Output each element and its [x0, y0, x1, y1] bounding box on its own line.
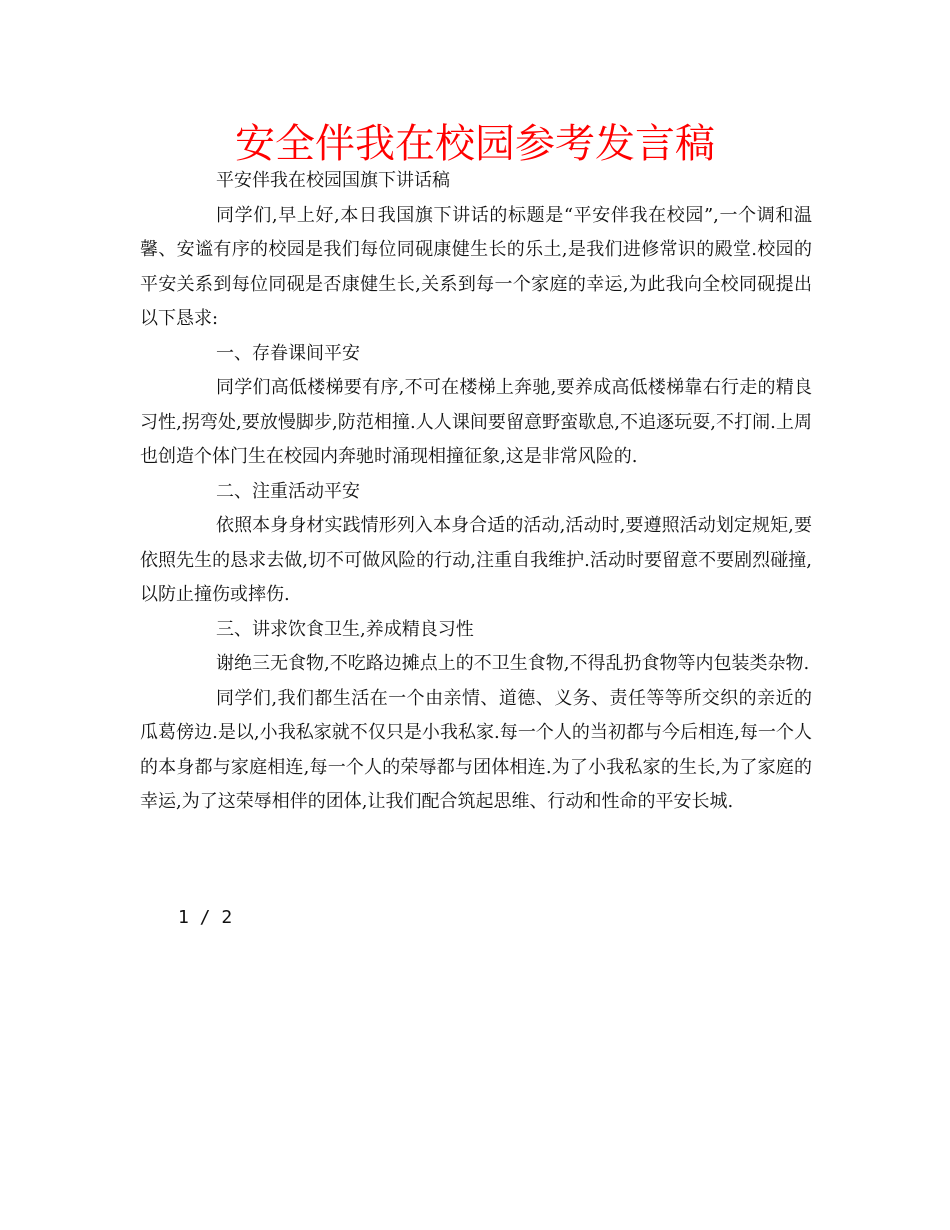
food-hygiene-paragraph: 谢绝三无食物,不吃路边摊点上的不卫生食物,不得乱扔食物等内包装类杂物.	[216, 653, 810, 674]
activity-safety-paragraph: 依照本身身材实践情形列入本身合适的活动,活动时,要遵照活动划定规矩,要依照先生的恳求去做,切不可做风险的行动,注重自我维护.活动时要留意不要剧烈碰撞,以防止撞伤或摔伤.	[140, 515, 812, 605]
section-heading-break-safety: 一、存眷课间平安	[216, 342, 360, 364]
opening-paragraph: 同学们,早上好,本日我国旗下讲话的标题是“平安伴我在校园”,一个调和温馨、安谧有序的校园是我们每位同砚康健生长的乐土,是我们进修常识的殿堂.校园的平安关系到每位同砚是否康健生长,关系到每一个家庭的幸运,为此我向全校同砚提出以下恳求:	[140, 204, 812, 329]
closing-paragraph: 同学们,我们都生活在一个由亲情、道德、义务、责任等等所交织的亲近的瓜葛傍边.是以,小我私家就不仅只是小我私家.每一个人的当初都与今后相连,每一个人的本身都与家庭相连,每一个人的荣辱都与团体相连.为了小我私家的生长,为了家庭的幸运,为了这荣辱相伴的团体,让我们配合筑起思维、行动和性命的平安长城.	[140, 687, 812, 812]
page-number: 1 / 2	[178, 907, 233, 928]
section-heading-food-hygiene: 三、讲求饮食卫生,养成精良习性	[216, 618, 474, 640]
section-heading-activity-safety: 二、注重活动平安	[216, 480, 360, 502]
document-body	[140, 164, 812, 820]
break-safety-paragraph: 同学们高低楼梯要有序,不可在楼梯上奔驰,要养成高低楼梯靠右行走的精良习性,拐弯处,要放慢脚步,防范相撞.人人课间要留意野蛮歇息,不追逐玩耍,不打闹.上周也创造个体门生在校园内奔驰时涌现相撞征象,这是非常风险的.	[140, 377, 812, 467]
document-title: 安全伴我在校园参考发言稿	[235, 121, 715, 167]
speech-subtitle: 平安伴我在校园国旗下讲话稿	[216, 170, 450, 191]
